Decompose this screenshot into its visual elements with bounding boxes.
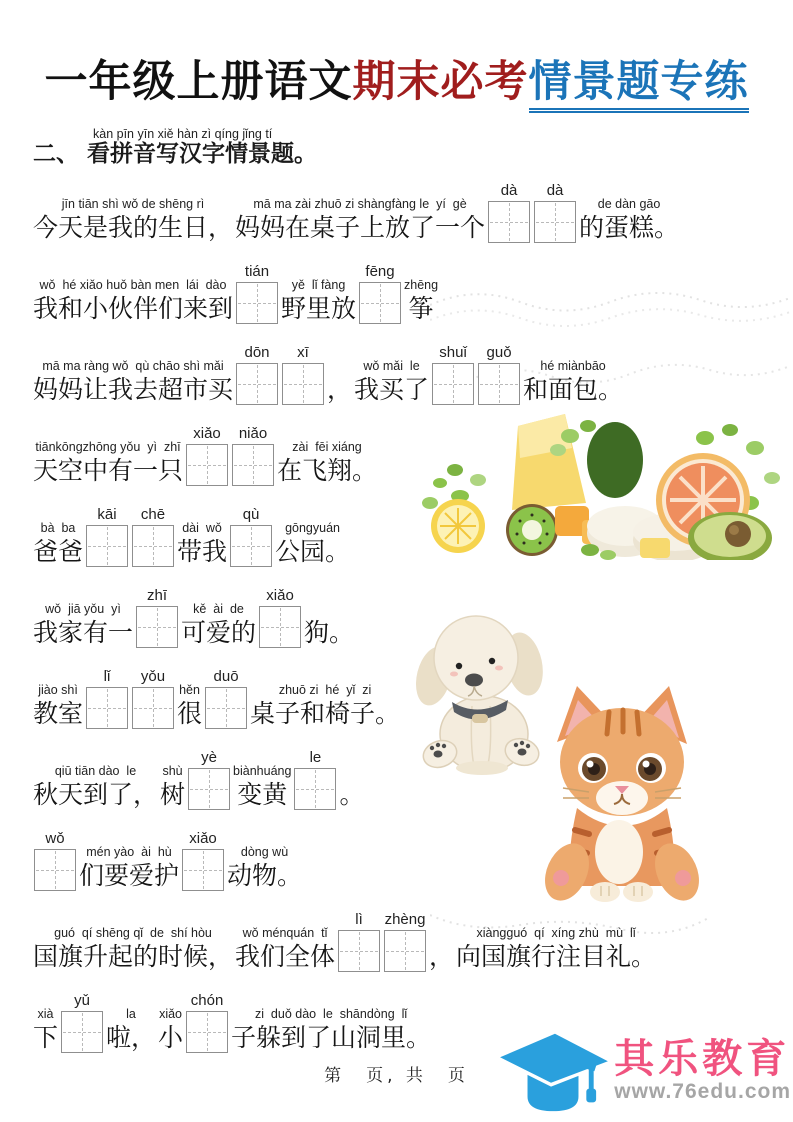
writing-box[interactable] xyxy=(186,1011,228,1053)
text-segment xyxy=(354,360,429,406)
writing-box-segment xyxy=(533,183,577,244)
text-segment xyxy=(227,846,302,892)
text-segment xyxy=(304,616,354,648)
text-segment xyxy=(579,198,679,244)
box-pinyin-label: xiǎo xyxy=(189,829,217,847)
text-segment xyxy=(235,927,335,973)
box-pinyin-label: xiǎo xyxy=(266,586,294,604)
pinyin-label: shù xyxy=(162,763,183,778)
text-segment xyxy=(33,360,233,406)
writing-box[interactable] xyxy=(534,201,576,243)
section-heading xyxy=(33,127,317,167)
box-pinyin-label: tián xyxy=(244,262,270,280)
pinyin-label: dài wǒ xyxy=(182,520,222,535)
pinyin-label: jīn tiān shì wǒ de shēng rì xyxy=(61,196,205,211)
writing-box-segment xyxy=(229,507,273,568)
text-segment xyxy=(33,1008,58,1054)
page-number-footer: 第 页, 共 页 xyxy=(324,1066,469,1086)
writing-box-segment xyxy=(135,588,179,649)
pinyin-label: wǒ hé xiǎo huǒ bàn men lái dào xyxy=(39,277,227,292)
hanzi-text: 很 xyxy=(177,699,203,729)
box-pinyin-label: fēng xyxy=(365,262,395,280)
exercise-line xyxy=(33,897,789,978)
page-title xyxy=(0,48,793,109)
box-pinyin-label: xiǎo xyxy=(193,424,221,442)
brand-logo xyxy=(494,1022,791,1120)
writing-box-segment xyxy=(60,993,104,1054)
exercise-line xyxy=(33,654,789,735)
text-segment xyxy=(235,198,485,244)
hanzi-text: 妈妈在桌子上放了一个 xyxy=(235,213,486,243)
pinyin-label: kě ài de xyxy=(193,601,244,616)
pinyin-label: de dàn gāo xyxy=(597,196,661,211)
writing-box-segment xyxy=(281,345,325,406)
title-exam: 期末必考 xyxy=(352,57,529,107)
hanzi-text: 向国旗行注目礼。 xyxy=(456,942,657,972)
box-pinyin-label: wǒ xyxy=(45,829,65,847)
pinyin-label: xiàngguó qí xíng zhù mù lǐ xyxy=(476,925,636,940)
title-grade: 一年级上册语文 xyxy=(44,57,353,107)
hanzi-text: 小 xyxy=(158,1023,184,1053)
box-pinyin-label: yǒu xyxy=(140,667,166,685)
hanzi-text: 下 xyxy=(33,1023,59,1053)
writing-box[interactable] xyxy=(384,930,426,972)
hanzi-text: 公园。 xyxy=(275,537,351,567)
writing-box-segment xyxy=(258,588,302,649)
hanzi-text: 我家有一 xyxy=(33,618,134,648)
writing-box-segment xyxy=(185,993,229,1054)
writing-box-segment xyxy=(131,669,175,730)
box-pinyin-label: yǔ xyxy=(74,991,90,1009)
box-pinyin-label: yè xyxy=(201,748,217,766)
text-segment xyxy=(327,373,352,405)
writing-box-segment xyxy=(383,912,427,973)
hanzi-text: 野里放 xyxy=(281,294,357,324)
exercise-line xyxy=(33,735,789,816)
text-segment xyxy=(177,684,202,730)
writing-box[interactable] xyxy=(236,363,278,405)
text-segment xyxy=(523,360,623,406)
pinyin-label: wǒ jiā yǒu yì xyxy=(45,601,121,616)
text-segment xyxy=(339,778,364,810)
text-segment xyxy=(33,927,233,973)
writing-box-segment xyxy=(487,183,531,244)
hanzi-text: 们要爱护 xyxy=(79,861,180,891)
graduation-cap-icon xyxy=(494,1022,612,1120)
box-pinyin-label: guǒ xyxy=(486,343,512,361)
writing-box-segment xyxy=(477,345,521,406)
exercise-line xyxy=(33,573,789,654)
writing-box[interactable] xyxy=(136,606,178,648)
writing-box[interactable] xyxy=(61,1011,103,1053)
writing-box-segment xyxy=(231,426,275,487)
hanzi-text: 树 xyxy=(160,780,186,810)
writing-box[interactable] xyxy=(259,606,301,648)
writing-box-segment xyxy=(131,507,175,568)
writing-box[interactable] xyxy=(294,768,336,810)
hanzi-text: 今天是我的生日， xyxy=(33,213,234,243)
hanzi-text: 啦， xyxy=(106,1023,157,1053)
text-segment xyxy=(106,1008,156,1054)
writing-box[interactable] xyxy=(86,525,128,567)
text-segment xyxy=(79,846,179,892)
writing-box[interactable] xyxy=(230,525,272,567)
pinyin-label: hé miànbāo xyxy=(540,358,606,373)
hanzi-text: ， xyxy=(327,375,353,405)
pinyin-label: la xyxy=(126,1006,136,1021)
pinyin-label: biànhuáng xyxy=(233,763,292,778)
text-segment xyxy=(429,940,454,972)
writing-box-segment xyxy=(204,669,248,730)
hanzi-text: 狗。 xyxy=(304,618,355,648)
hanzi-text: 国旗升起的时候， xyxy=(33,942,234,972)
hanzi-text: 天空中有一只 xyxy=(33,456,184,486)
text-segment xyxy=(250,684,400,730)
box-pinyin-label: dà xyxy=(500,181,518,199)
pinyin-label: zi duǒ dào le shāndòng lǐ xyxy=(254,1006,408,1021)
hanzi-text: 教室 xyxy=(33,699,84,729)
box-pinyin-label: dōn xyxy=(244,343,270,361)
text-segment xyxy=(33,765,158,811)
exercise-lines xyxy=(33,168,789,1059)
hanzi-text: 我和小伙伴们来到 xyxy=(33,294,234,324)
writing-box[interactable] xyxy=(478,363,520,405)
exercise-line xyxy=(33,411,789,492)
section-number: 二、 xyxy=(33,141,79,167)
hanzi-text: 我买了 xyxy=(354,375,430,405)
text-segment xyxy=(181,603,256,649)
text-segment xyxy=(160,765,185,811)
text-segment xyxy=(33,441,183,487)
exercise-line xyxy=(33,492,789,573)
hanzi-text: 动物。 xyxy=(227,861,303,891)
writing-box[interactable] xyxy=(432,363,474,405)
hanzi-text: 变黄 xyxy=(237,780,288,810)
pinyin-label: dòng wù xyxy=(240,844,289,859)
text-segment xyxy=(231,1008,431,1054)
text-segment xyxy=(275,522,350,568)
writing-box-segment xyxy=(431,345,475,406)
hanzi-text: 妈妈让我去超市买 xyxy=(33,375,234,405)
box-pinyin-label: lǐ xyxy=(103,667,111,685)
pinyin-label: zhuō zi hé yǐ zi xyxy=(278,682,372,697)
writing-box-segment xyxy=(181,831,225,892)
writing-box-segment xyxy=(358,264,402,325)
exercise-line xyxy=(33,168,789,249)
box-pinyin-label: le xyxy=(309,748,322,766)
writing-box[interactable] xyxy=(188,768,230,810)
writing-box[interactable] xyxy=(34,849,76,891)
pinyin-label: bà ba xyxy=(40,520,76,535)
pinyin-label: yě lǐ fàng xyxy=(291,277,346,292)
box-pinyin-label: xī xyxy=(297,343,309,361)
hanzi-text: 桌子和椅子。 xyxy=(250,699,401,729)
writing-box-segment xyxy=(185,426,229,487)
text-segment xyxy=(177,522,227,568)
brand-website[interactable]: www.76edu.com xyxy=(614,1080,791,1103)
box-pinyin-label: lì xyxy=(355,910,363,928)
writing-box[interactable] xyxy=(282,363,324,405)
text-segment xyxy=(33,684,83,730)
hanzi-text: 可爱的 xyxy=(181,618,257,648)
writing-box-segment xyxy=(235,264,279,325)
writing-box[interactable] xyxy=(338,930,380,972)
writing-box[interactable] xyxy=(232,444,274,486)
box-pinyin-label: niǎo xyxy=(238,424,268,442)
writing-box-segment xyxy=(235,345,279,406)
section-pinyin: kàn pīn yīn xiě hàn zì qíng jǐng tí xyxy=(93,127,273,141)
writing-box-segment xyxy=(85,669,129,730)
box-pinyin-label: dà xyxy=(546,181,564,199)
text-segment xyxy=(33,198,233,244)
text-segment xyxy=(33,603,133,649)
pinyin-label: mā ma ràng wǒ qù chāo shì mǎi xyxy=(42,358,224,373)
writing-box-segment xyxy=(85,507,129,568)
hanzi-text: 秋天到了， xyxy=(33,780,159,810)
exercise-line xyxy=(33,330,789,411)
writing-box[interactable] xyxy=(132,525,174,567)
writing-box[interactable] xyxy=(488,201,530,243)
writing-box[interactable] xyxy=(186,444,228,486)
hanzi-text: 爸爸 xyxy=(33,537,84,567)
hanzi-text: 在飞翔。 xyxy=(277,456,378,486)
writing-box[interactable] xyxy=(236,282,278,324)
pinyin-label: zài fēi xiáng xyxy=(292,439,362,454)
exercise-line xyxy=(33,249,789,330)
box-pinyin-label: kāi xyxy=(97,505,117,523)
hanzi-text: 的蛋糕。 xyxy=(579,213,680,243)
section-text: 看拼音写汉字情景题。 xyxy=(87,141,317,167)
writing-box[interactable] xyxy=(359,282,401,324)
writing-box-segment xyxy=(33,831,77,892)
box-pinyin-label: qù xyxy=(242,505,260,523)
text-segment xyxy=(233,765,291,811)
text-segment xyxy=(158,1008,183,1054)
pinyin-label: jiào shì xyxy=(38,682,78,697)
pinyin-label: wǒ ménquán tǐ xyxy=(242,925,328,940)
writing-box-segment xyxy=(293,750,337,811)
text-segment xyxy=(404,279,438,325)
box-pinyin-label: duō xyxy=(213,667,239,685)
text-segment xyxy=(456,927,656,973)
pinyin-label: wǒ mǎi le xyxy=(363,358,420,373)
hanzi-text: 筝 xyxy=(408,294,434,324)
box-pinyin-label: chón xyxy=(190,991,224,1009)
pinyin-label: mā ma zài zhuō zi shàngfàng le yí gè xyxy=(253,196,467,211)
pinyin-label: tiānkōngzhōng yǒu yì zhī xyxy=(35,439,181,454)
hanzi-text: 带我 xyxy=(177,537,228,567)
text-segment xyxy=(277,441,377,487)
pinyin-label: hěn xyxy=(179,682,200,697)
text-segment xyxy=(33,279,233,325)
hanzi-text: 子躲到了山洞里。 xyxy=(231,1023,432,1053)
pinyin-label: guó qí shēng qǐ de shí hòu xyxy=(54,925,212,940)
text-segment xyxy=(33,522,83,568)
box-pinyin-label: shuǐ xyxy=(439,343,467,361)
writing-box-segment xyxy=(187,750,231,811)
exercise-line xyxy=(33,816,789,897)
writing-box-segment xyxy=(337,912,381,973)
pinyin-label: qiū tiān dào le xyxy=(54,763,137,778)
box-pinyin-label: zhèng xyxy=(384,910,426,928)
text-segment xyxy=(281,279,356,325)
pinyin-label: zhēng xyxy=(404,277,439,292)
hanzi-text: 和面包。 xyxy=(523,375,624,405)
hanzi-text: 我们全体 xyxy=(235,942,336,972)
writing-box[interactable] xyxy=(205,687,247,729)
hanzi-text: 。 xyxy=(339,780,365,810)
writing-box[interactable] xyxy=(132,687,174,729)
hanzi-text: ， xyxy=(429,942,455,972)
writing-box[interactable] xyxy=(86,687,128,729)
title-topic: 情景题专练 xyxy=(529,57,749,113)
pinyin-label: mén yào ài hù xyxy=(86,844,172,859)
pinyin-label: gōngyuán xyxy=(285,520,340,535)
pinyin-label: xiǎo xyxy=(159,1006,182,1021)
box-pinyin-label: chē xyxy=(140,505,166,523)
box-pinyin-label: zhī xyxy=(147,586,168,604)
brand-name: 其乐教育 xyxy=(614,1036,791,1082)
writing-box[interactable] xyxy=(182,849,224,891)
pinyin-label: xià xyxy=(37,1006,54,1021)
